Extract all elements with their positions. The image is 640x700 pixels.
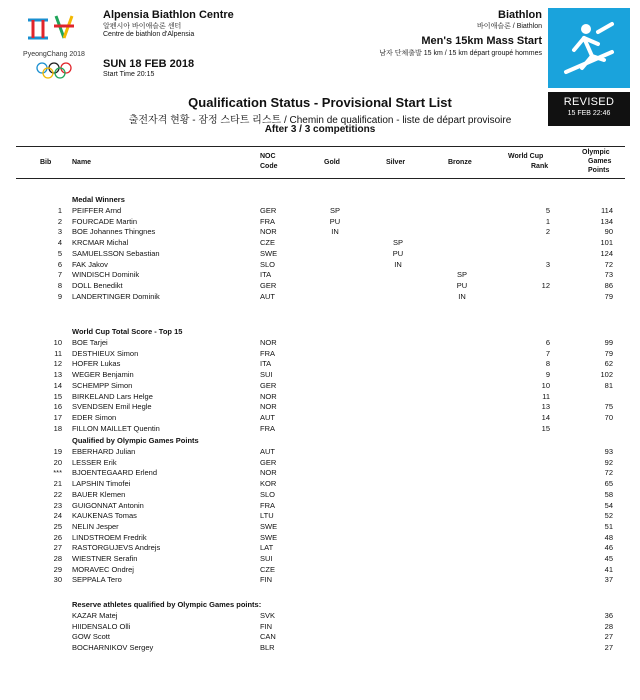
cell-bib: 23 [53, 500, 62, 510]
cell-rank: 9 [545, 370, 550, 380]
col-rank: Rank [531, 163, 549, 170]
table-row [0, 468, 640, 479]
cell-name: MORAVEC Ondrej [72, 564, 134, 574]
cell-noc: SUI [260, 554, 273, 563]
cell-name: NELIN Jesper [72, 521, 119, 531]
pyeongchang-2018-logo [14, 8, 94, 88]
sport-name-korean: 바이애슬론 / Biathlon [477, 23, 542, 30]
cell-rank: 10 [541, 380, 550, 390]
sport-name: Biathlon [498, 9, 542, 21]
cell-pts: 114 [601, 206, 613, 215]
cell-pts: 102 [600, 370, 613, 380]
header-bottom-rule [16, 178, 625, 179]
table-row [0, 543, 640, 554]
svg-text:PyeongChang 2018: PyeongChang 2018 [23, 51, 85, 58]
cell-noc: ITA [260, 359, 272, 369]
cell-bib: 22 [53, 489, 62, 499]
cell-bib: 5 [57, 248, 62, 258]
cell-bib: 2 [57, 216, 62, 226]
cell-noc: SVK [260, 611, 276, 620]
cell-noc: NOR [260, 391, 277, 401]
table-row [0, 522, 640, 533]
table-row [0, 611, 640, 622]
cell-pts: 52 [604, 511, 613, 521]
cell-noc: GER [260, 380, 277, 390]
cell-rank: 5 [545, 206, 550, 215]
table-row [0, 338, 640, 349]
cell-rank: 11 [542, 391, 550, 401]
cell-name: KRCMAR Michal [72, 238, 129, 248]
cell-name: DESTHIEUX Simon [72, 348, 139, 358]
cell-bib: 29 [53, 564, 62, 574]
cell-name: SEPPALA Tero [72, 575, 122, 585]
event-date: SUN 18 FEB 2018 [103, 58, 195, 70]
cell-bib: 13 [53, 370, 62, 380]
cell-noc: NOR [260, 338, 277, 347]
revised-label: REVISED [563, 96, 615, 108]
col-noc-code: Code [260, 163, 278, 170]
cell-noc: AUT [260, 447, 275, 456]
cell-pts: 27 [604, 643, 613, 653]
cell-rank: 15 [541, 423, 550, 433]
cell-name: GUIGONNAT Antonin [72, 500, 144, 510]
cell-name: SCHEMPP Simon [72, 380, 133, 390]
cell-bib: 27 [53, 543, 62, 553]
cell-name: HOFER Lukas [72, 359, 121, 369]
cell-pts: 48 [604, 532, 613, 542]
cell-name: PEIFFER Arnd [72, 206, 122, 215]
table-row [0, 447, 640, 458]
cell-pts: 99 [604, 338, 613, 347]
cell-noc: LTU [260, 511, 274, 521]
table-row [0, 292, 640, 303]
cell-pts: 72 [604, 468, 613, 478]
cell-bib: 19 [53, 447, 62, 456]
document-subtitle: 출전자격 현황 - 잠정 스타트 리스트 / Chemin de qualification - liste de départ provisoire [128, 115, 512, 126]
cell-rank: 7 [545, 348, 550, 358]
col-name: Name [72, 159, 92, 166]
cell-noc: GER [260, 206, 277, 215]
table-row [0, 643, 640, 654]
cell-pts: 79 [604, 348, 613, 358]
table-row [0, 622, 640, 633]
cell-noc: NOR [260, 402, 277, 412]
cell-name: EBERHARD Julian [72, 447, 136, 456]
cell-noc: NOR [260, 468, 277, 478]
col-gold: Gold [324, 159, 340, 166]
cell-bib: 28 [53, 554, 62, 563]
table-row [0, 490, 640, 501]
table-row [0, 511, 640, 522]
cell-pts: 70 [604, 412, 613, 422]
cell-rank: 1 [545, 216, 550, 226]
cell-bib: 21 [53, 479, 62, 489]
cell-bib: 3 [57, 227, 62, 237]
cell-rank: 12 [541, 280, 550, 290]
col-world-cup: World Cup [508, 153, 544, 160]
cell-name: BJOENTEGAARD Erlend [72, 468, 158, 478]
cell-rank: 6 [545, 338, 550, 347]
table-row [0, 575, 640, 586]
cell-pts: 58 [604, 489, 613, 499]
cell-noc: BLR [260, 643, 275, 653]
col-silver: Silver [386, 159, 406, 166]
cell-bib: 17 [53, 412, 62, 422]
cell-name: RASTORGUJEVS Andrejs [72, 543, 161, 553]
cell-noc: SLO [260, 259, 276, 269]
section-title: Reserve athletes qualified by Olympic Games points: [72, 600, 262, 609]
cell-noc: FIN [260, 621, 273, 631]
cell-name: BOE Johannes Thingnes [72, 227, 156, 237]
cell-pts: 72 [604, 259, 613, 269]
cell-bib: 15 [53, 391, 62, 401]
cell-silver: IN [394, 259, 402, 269]
cell-name: WINDISCH Dominik [72, 270, 140, 280]
revised-date: 15 FEB 22:46 [567, 110, 611, 117]
table-row [0, 381, 640, 392]
start-time: Start Time 20:15 [103, 71, 155, 78]
cell-noc: AUT [260, 291, 275, 301]
table-row [0, 249, 640, 260]
cell-name: BIRKELAND Lars Helge [72, 391, 153, 401]
cell-name: BOE Tarjei [72, 338, 108, 347]
cell-bib: 7 [57, 270, 62, 280]
cell-name: EDER Simon [72, 412, 117, 422]
section-title: Medal Winners [72, 195, 125, 204]
document-title: Qualification Status - Provisional Start List [188, 95, 452, 110]
cell-pts: 46 [604, 543, 613, 553]
table-row [0, 359, 640, 370]
cell-bib: 4 [57, 238, 62, 248]
cell-bib: 8 [57, 280, 62, 290]
table-row [0, 632, 640, 643]
cell-bib: 14 [53, 380, 62, 390]
cell-name: WIESTNER Serafin [72, 554, 138, 563]
col-bib: Bib [40, 159, 52, 166]
table-row [0, 238, 640, 249]
cell-name: LINDSTROEM Fredrik [72, 532, 147, 542]
event-subtitle: 남자 단체출발 15 km / 15 km départ groupé hommes [379, 50, 542, 57]
cell-pts: 79 [604, 291, 613, 301]
cell-gold: PU [329, 216, 341, 226]
table-row [0, 424, 640, 435]
cell-pts: 93 [604, 447, 613, 456]
venue-name-french: Centre de biathlon d'Alpensia [103, 31, 195, 38]
biathlon-pictogram-icon [548, 8, 630, 88]
cell-bib: 9 [57, 291, 62, 301]
cell-noc: FRA [260, 348, 275, 358]
cell-pts: 81 [604, 380, 613, 390]
cell-pts: 92 [604, 457, 613, 467]
cell-name: LESSER Erik [72, 457, 117, 467]
cell-bib: 20 [53, 457, 62, 467]
cell-rank: 3 [545, 259, 550, 269]
col-points: Points [588, 167, 610, 174]
cell-pts: 101 [600, 238, 613, 248]
venue-name-korean: 알펜시아 바이애슬론 센터 [103, 23, 182, 30]
cell-pts: 124 [600, 248, 613, 258]
cell-name: FAK Jakov [72, 259, 108, 269]
cell-pts: 75 [604, 402, 613, 412]
cell-noc: SWE [260, 521, 278, 531]
table-row [0, 413, 640, 424]
revised-badge [548, 92, 630, 126]
cell-pts: 62 [604, 359, 613, 369]
table-row [0, 501, 640, 512]
cell-name: LAPSHIN Timofei [72, 479, 131, 489]
cell-name: SAMUELSSON Sebastian [72, 248, 160, 258]
table-top-rule [16, 146, 625, 147]
cell-rank: 14 [541, 412, 550, 422]
cell-bib: 24 [53, 511, 62, 521]
table-row [0, 227, 640, 238]
table-row [0, 402, 640, 413]
cell-bib: *** [53, 468, 62, 478]
cell-bib: 25 [53, 521, 62, 531]
cell-bib: 12 [53, 359, 62, 369]
cell-name: BOCHARNIKOV Sergey [72, 643, 154, 653]
cell-pts: 90 [604, 227, 613, 237]
col-noc: NOC [260, 153, 276, 160]
cell-noc: FRA [260, 423, 275, 433]
cell-noc: NOR [260, 227, 277, 237]
cell-name: BAUER Klemen [72, 489, 126, 499]
table-row [0, 260, 640, 271]
table-row [0, 392, 640, 403]
venue-name: Alpensia Biathlon Centre [103, 9, 234, 21]
cell-bib: 11 [54, 348, 62, 358]
table-row [0, 349, 640, 360]
table-row [0, 217, 640, 228]
competitions-note: After 3 / 3 competitions [264, 124, 376, 135]
cell-noc: FRA [260, 500, 275, 510]
cell-pts: 134 [600, 216, 613, 226]
cell-rank: 2 [545, 227, 550, 237]
cell-noc: FIN [260, 575, 273, 585]
cell-bronze: SP [456, 270, 467, 280]
cell-silver: PU [392, 248, 404, 258]
event-name: Men's 15km Mass Start [421, 35, 542, 47]
cell-bib: 18 [53, 423, 62, 433]
cell-name: WEGER Benjamin [72, 370, 134, 380]
cell-bib: 26 [53, 532, 62, 542]
cell-pts: 73 [604, 270, 613, 280]
cell-bib: 16 [53, 402, 62, 412]
cell-pts: 65 [604, 479, 613, 489]
cell-rank: 13 [541, 402, 550, 412]
cell-pts: 54 [604, 500, 613, 510]
cell-name: DOLL Benedikt [72, 280, 123, 290]
cell-pts: 28 [604, 621, 613, 631]
cell-pts: 41 [604, 564, 613, 574]
col-games: Games [588, 158, 612, 165]
col-olympic: Olympic [582, 149, 610, 156]
table-row [0, 533, 640, 544]
cell-noc: CAN [260, 632, 276, 642]
cell-noc: AUT [260, 412, 275, 422]
cell-noc: FRA [260, 216, 275, 226]
table-row [0, 458, 640, 469]
cell-noc: CZE [260, 238, 275, 248]
cell-noc: KOR [260, 479, 277, 489]
cell-silver: SP [392, 238, 403, 248]
table-row [0, 565, 640, 576]
cell-pts: 86 [604, 280, 613, 290]
cell-noc: CZE [260, 564, 275, 574]
cell-noc: SLO [260, 489, 276, 499]
cell-bib: 1 [57, 206, 62, 215]
cell-name: GOW Scott [72, 632, 110, 642]
cell-pts: 37 [604, 575, 613, 585]
cell-gold: SP [329, 206, 340, 215]
cell-noc: LAT [260, 543, 274, 553]
cell-noc: SWE [260, 532, 278, 542]
cell-bib: 30 [53, 575, 62, 585]
table-row [0, 270, 640, 281]
cell-name: FOURCADE Martin [72, 216, 138, 226]
cell-noc: SUI [260, 370, 273, 380]
cell-name: SVENDSEN Emil Hegle [72, 402, 152, 412]
cell-bib: 10 [53, 338, 62, 347]
section-title: World Cup Total Score - Top 15 [72, 327, 183, 336]
cell-pts: 36 [604, 611, 613, 620]
table-row [0, 554, 640, 565]
cell-noc: GER [260, 280, 277, 290]
cell-noc: GER [260, 457, 277, 467]
cell-pts: 51 [604, 521, 613, 531]
cell-noc: SWE [260, 248, 278, 258]
table-row [0, 370, 640, 381]
cell-name: KAZAR Matej [72, 611, 118, 620]
cell-pts: 27 [604, 632, 613, 642]
col-bronze: Bronze [448, 159, 472, 166]
cell-name: LANDERTINGER Dominik [72, 291, 160, 301]
cell-bib: 6 [57, 259, 62, 269]
section-title: Qualified by Olympic Games Points [72, 436, 199, 445]
cell-name: FILLON MAILLET Quentin [72, 423, 160, 433]
cell-gold: IN [331, 227, 339, 237]
table-row [0, 479, 640, 490]
cell-name: HIIDENSALO Olli [72, 621, 131, 631]
table-row [0, 206, 640, 217]
cell-bronze: PU [456, 280, 468, 290]
cell-pts: 45 [604, 554, 613, 563]
cell-rank: 8 [545, 359, 550, 369]
cell-noc: ITA [260, 270, 272, 280]
cell-bronze: IN [458, 291, 466, 301]
table-row [0, 281, 640, 292]
cell-name: KAUKENAS Tomas [72, 511, 137, 521]
